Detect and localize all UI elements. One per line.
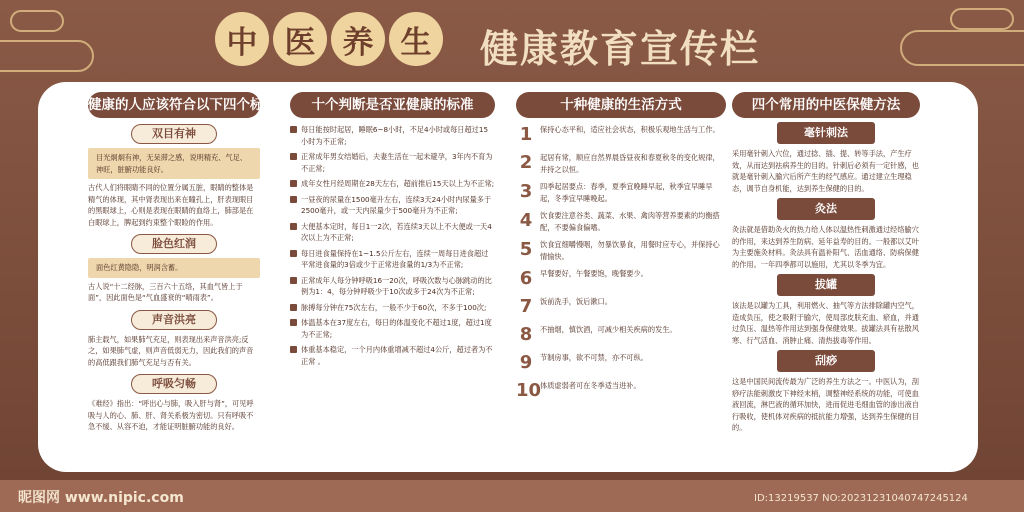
list-item bbox=[290, 275, 495, 298]
column-heading: 健康的人应该符合以下四个标准 bbox=[88, 92, 260, 118]
section-highlight: 目光炯炯有神，无呆滞之感，说明精充、气足、神旺，脏腑功能良好。 bbox=[88, 148, 260, 179]
title-seals bbox=[215, 12, 443, 66]
section-text: 这是中国民间流传最为广泛的养生方法之一。中医认为，刮痧疗法能刺激皮下神经末梢，调整神经系统的功能，可使血液回流，淋巴液的循环加快，进而促进毛细血管的渗出液自行吸收，使机体对疾病的抵抗能力增强，达到养生保健的目的。 bbox=[732, 377, 919, 432]
cloud-ornament-left bbox=[0, 40, 94, 72]
list-item bbox=[290, 317, 495, 340]
list-item-text: 饭前洗手，饭后漱口。 bbox=[540, 297, 612, 306]
column-subhealth-standards bbox=[290, 92, 495, 371]
list-item bbox=[290, 344, 495, 367]
column-tcm-methods bbox=[732, 92, 920, 434]
list-item-text: 一昼夜的尿量在1500毫升左右，连续3天24小时内尿量多于2500毫升，或一天内尿量少于500毫升为不正常; bbox=[301, 194, 492, 215]
item-number: 2 bbox=[519, 152, 533, 173]
item-number: 5 bbox=[519, 239, 533, 260]
list-item bbox=[516, 324, 726, 346]
list-item-text: 体质虚弱者可在冬季适当进补。 bbox=[540, 381, 641, 390]
list-item bbox=[290, 248, 495, 271]
column-heading: 十种健康的生活方式 bbox=[516, 92, 726, 118]
bullet-icon bbox=[290, 223, 297, 230]
list-item bbox=[516, 352, 726, 374]
list-item bbox=[290, 178, 495, 190]
list-item bbox=[516, 239, 726, 262]
section-label: 毫针刺法 bbox=[777, 122, 875, 144]
bullet-icon bbox=[290, 180, 297, 187]
list-item bbox=[516, 152, 726, 175]
section-label: 双目有神 bbox=[131, 124, 217, 144]
item-number: 3 bbox=[519, 181, 533, 202]
list-item-text: 饮食要注意谷类、蔬菜、水果、禽肉等营养要素的均衡搭配，不要偏食偏嗜。 bbox=[540, 211, 720, 232]
cloud-ornament-right bbox=[900, 30, 1024, 66]
list-item bbox=[290, 124, 495, 147]
column-four-standards bbox=[88, 92, 277, 433]
list-item bbox=[290, 194, 495, 217]
bullet-icon bbox=[290, 250, 297, 257]
cloud-ornament-left-2 bbox=[10, 10, 64, 32]
item-number: 7 bbox=[519, 296, 533, 317]
bullet-icon bbox=[290, 304, 297, 311]
title-seal-4: 生 bbox=[389, 12, 443, 66]
column-heading: 十个判断是否亚健康的标准 bbox=[290, 92, 495, 118]
list-item bbox=[290, 151, 495, 174]
section-text: 古人说“十二经脉，三百六十五络，其血气皆上于面”，因此面色是“气血盛衰的“晴雨表”。 bbox=[88, 281, 243, 302]
list-item-text: 饮食宜细嚼慢咽，勿暴饮暴食，用餐时应专心，并保持心情愉快。 bbox=[540, 240, 720, 261]
column-heading: 四个常用的中医保健方法 bbox=[732, 92, 920, 118]
list-item-text: 大便基本定时，每日1一2次，若连续3天以上不大便或一天4次以上为不正常; bbox=[301, 221, 492, 242]
list-item-text: 节制房事，欲不可禁，亦不可纵。 bbox=[540, 353, 648, 362]
item-number: 1 bbox=[519, 124, 533, 145]
column-healthy-lifestyle bbox=[516, 92, 726, 408]
title-seal-2: 医 bbox=[273, 12, 327, 66]
cloud-ornament-right-2 bbox=[950, 8, 1014, 30]
list-item bbox=[516, 210, 726, 233]
section-label: 呼吸匀畅 bbox=[131, 374, 217, 394]
list-item bbox=[516, 181, 726, 204]
watermark-logo: 昵图网 www.nipic.com bbox=[18, 490, 184, 506]
list-item-text: 脉搏每分钟在75次左右，一般不少于60次，不多于100次; bbox=[301, 302, 487, 312]
list-item bbox=[516, 296, 726, 318]
list-item-text: 成年女性月经周期在28天左右，超前推后15天以上为不正常; bbox=[301, 179, 495, 188]
title-subtitle: 健康教育宣传栏 bbox=[480, 27, 761, 71]
bullet-icon bbox=[290, 126, 297, 133]
list-item-text: 起居有常，顺应自然界晨昏昼夜和春夏秋冬的变化规律，并持之以恒。 bbox=[540, 153, 720, 174]
list-item-text: 正常成年人每分钟呼吸16一20次，呼吸次数与心脉跳动的比例为1：4，每分钟呼吸少于10次或多于24次为不正常; bbox=[301, 275, 492, 296]
item-number: 6 bbox=[519, 268, 533, 289]
section-text: 采用毫针刺入穴位，通过捻、插、提、转等手法，产生疗效，从而达到祛病养生的目的。针刺后必须有一定针感，也就是毫针刺入腧穴后所产生的经气感应。通过建立生理稳态，调节自身机能，达到养生保健的目的。 bbox=[732, 149, 919, 193]
section-text: 肺主载气，如果肺气充足，则表现出来声音洪亮;反之，如果肺气虚，则声音低弱无力，因此我们的声音的高低跟我们肺气充足与否有关。 bbox=[88, 334, 254, 367]
section-text: 古代人们将眼睛不同的位置分属五脏，眼睛的整体是精气的体现，其中肾表现出来在瞳孔上，肝表现眼目的黑眼球上，心则是表现在眼睛的血络上，肺部是在白眼球上，脾起到约束整个眼睑的作用。 bbox=[88, 183, 254, 227]
watermark-id: ID:13219537 NO:20231231040747245124 bbox=[754, 493, 968, 504]
list-item-text: 体重基本稳定，一个月内体重增减不超过4公斤，超过者为不正常 。 bbox=[301, 345, 493, 366]
section-label: 灸法 bbox=[777, 198, 875, 220]
section-label: 拔罐 bbox=[777, 274, 875, 296]
section-text: 《难经》指出：“呼出心与肺，吸入肝与肾”，可见呼吸与人的心、肺、肝、肾关系极为密切。只有呼吸不急不缓、从容不迫，才能证明脏腑功能的良好。 bbox=[88, 399, 254, 431]
item-number: 8 bbox=[519, 324, 533, 345]
list-item-text: 四季起居要点：春季，夏季宜晚睡早起，秋季宜早睡早起，冬季宜早睡晚起。 bbox=[540, 182, 713, 203]
list-item-text: 体温基本在37度左右，每日的体温变化不超过1度，超过1度为不正常; bbox=[301, 318, 492, 339]
list-item bbox=[290, 302, 495, 314]
bullet-icon bbox=[290, 277, 297, 284]
section-text: 灸法就是借助灸火的热力给人体以温热性刺激通过经络腧穴的作用，来达到养生防病、延年益寿的目的。一般都以艾叶为主要施灸材料。灸法具有温补阳气、活血通络、防病保健的作用。一年四季都可以施用，尤其以冬季为宜。 bbox=[732, 225, 919, 269]
page-title bbox=[215, 12, 815, 74]
list-item-text: 正常成年男女结婚后，夫妻生活在一起未避孕，3年内不育为不正常; bbox=[301, 152, 493, 173]
item-number: 4 bbox=[519, 210, 533, 231]
bullet-icon bbox=[290, 346, 297, 353]
section-label: 脸色红润 bbox=[131, 234, 217, 254]
list-item-text: 早餐要好，午餐要饱，晚餐要少。 bbox=[540, 269, 648, 278]
list-item-text: 保持心态平和，适应社会状态，积极乐观地生活与工作。 bbox=[540, 125, 720, 134]
bullet-icon bbox=[290, 153, 297, 160]
section-label: 刮痧 bbox=[777, 350, 875, 372]
list-item bbox=[516, 268, 726, 290]
list-item-text: 每日能按时起居，睡眠6~8小时，不足4小时或每日超过15小时为不正常; bbox=[301, 125, 489, 146]
list-item-text: 每日进食量保持在1~1.5公斤左右，连续一周每日进食超过平常进食量的3倍或少于正常进食量的1/3为不正常; bbox=[301, 248, 489, 269]
title-seal-3: 养 bbox=[331, 12, 385, 66]
list-item bbox=[516, 124, 726, 146]
item-number: 10 bbox=[516, 380, 542, 401]
list-item bbox=[516, 380, 726, 402]
item-number: 9 bbox=[519, 352, 533, 373]
section-label: 声音洪亮 bbox=[131, 310, 217, 330]
title-seal-1: 中 bbox=[215, 12, 269, 66]
bullet-icon bbox=[290, 196, 297, 203]
list-item bbox=[290, 221, 495, 244]
section-text: 该法是以罐为工具，利用燃火、抽气等方法排除罐内空气，造成负压，使之吸附于腧穴，使局部皮肤充血、瘀血，并通过负压、温热等作用达到强身保健效果。拔罐法具有祛散风寒、行气活血、消肿止痛、清热拔毒等作用。 bbox=[732, 301, 919, 345]
list-item-text: 不抽烟，慎饮酒，可减少相关疾病的发生。 bbox=[540, 325, 677, 334]
bullet-icon bbox=[290, 319, 297, 326]
section-highlight: 面色红黄隐隐，明润含蓄。 bbox=[88, 258, 260, 278]
